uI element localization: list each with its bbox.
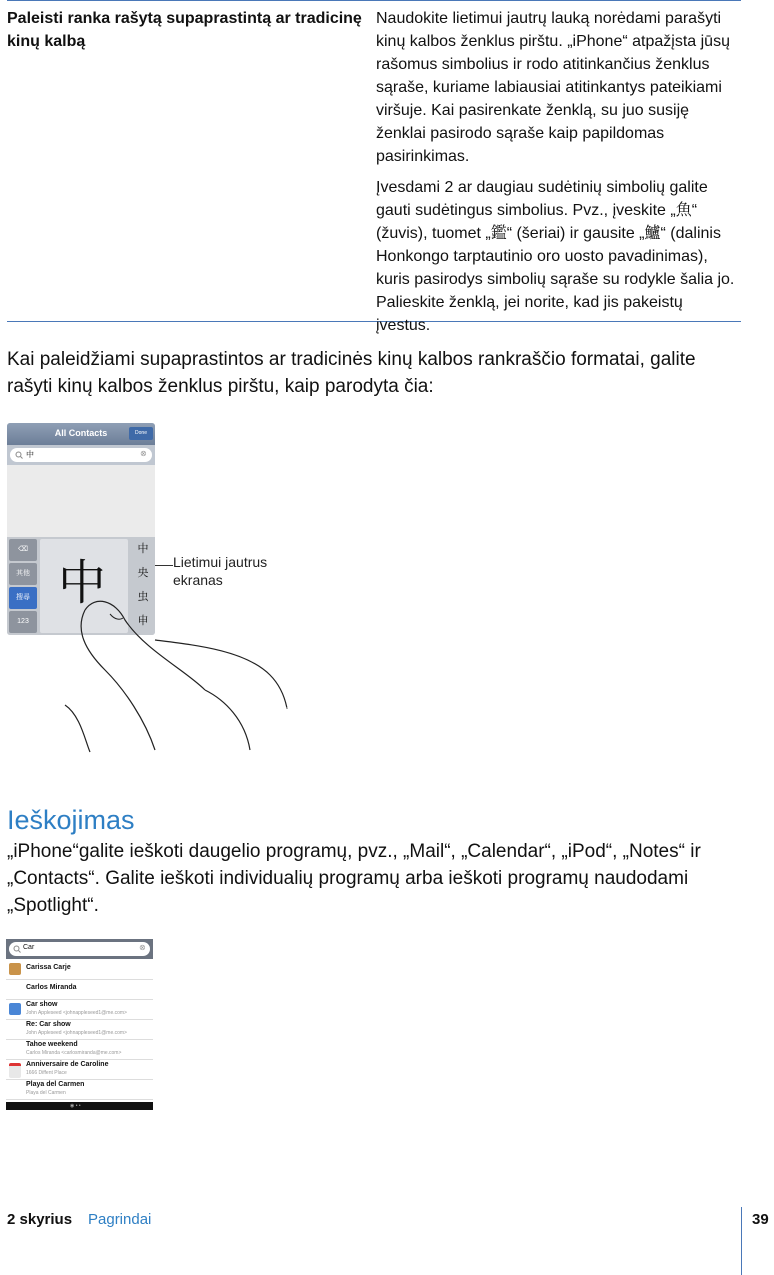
result-subtitle: John Appleseed <johnappleseed1@me.com> (26, 1030, 127, 1036)
table-right-paragraph-2: Įvesdami 2 ar daugiau sudėtinių simbolių galite gauti sudėtingus simbolius. Pvz., įveskite „魚“ (žuvis), tuomet „鑑“ (šeriai) ir gausite „鱸“ (dalinis Honkongo tarptautinio oro uosto pavadinimas), kuris pasirodys simbolių sąraše su rodykle šalia jo. Palieskite ženklą, jei norite, kad jis pakeistų įvestus. (376, 179, 735, 334)
search-key[interactable]: 搜尋 (9, 587, 37, 609)
candidate-2[interactable]: 央 (137, 567, 149, 579)
result-subtitle: Carlos Miranda <carlosmiranda@me.com> (26, 1050, 122, 1056)
result-row[interactable] (6, 999, 153, 1020)
callout-label: Lietimui jautrus ekranas (173, 554, 268, 588)
result-title: Car show (26, 1001, 58, 1008)
result-row[interactable] (6, 979, 153, 1000)
footer-section: Pagrindai (88, 1211, 152, 1228)
search-value: 中 (26, 450, 34, 459)
table-right-cell (376, 7, 738, 345)
table-left-cell: Paleisti ranka rašytą supaprastintą ar tradicinę kinų kalbą (7, 10, 362, 50)
table-right-paragraph-1: Naudokite lietimui jautrų lauką norėdami parašyti kinų kalbos ženklus pirštu. „iPhone“ atpažįsta jūsų rašomus simbolius ir rodo atitinkančius ženklus sąraše, kuriame labiausiai atitinkantys pateikiami viršuje. Kai pasirenkate ženklą, su juo susiję ženklai pasirodo sąraše kaip papildomas pasirinkimas. (376, 10, 730, 165)
clear-icon[interactable]: ⊗ (140, 449, 147, 458)
search-bar (7, 445, 155, 465)
spotlight-screenshot (6, 939, 153, 1110)
page-number: 39 (752, 1211, 769, 1228)
nav-bar (7, 423, 155, 445)
footer-chapter: 2 skyrius (7, 1211, 73, 1228)
result-row[interactable] (6, 1059, 153, 1080)
page-indicator-bar (6, 1102, 153, 1110)
finger-illustration (55, 590, 295, 755)
results-list (6, 959, 153, 1102)
result-title: Carlos Miranda (26, 984, 77, 991)
result-row[interactable] (6, 1039, 153, 1060)
candidate-1[interactable]: 中 (137, 543, 149, 555)
result-subtitle: Playa del Carmen (26, 1090, 66, 1096)
result-title: Re: Car show (26, 1021, 71, 1028)
contact-list (7, 465, 155, 537)
handwritten-glyph: 中 (58, 555, 107, 611)
other-key[interactable]: 其他 (9, 563, 37, 585)
section-body: „iPhone“galite ieškoti daugelio programų, pvz., „Mail“, „Calendar“, „iPod“, „Notes“ ir „Contacts“. Galite ieškoti individualių programų arba ieškoti programų naudodami „Spotlight“. (7, 841, 701, 916)
result-row[interactable] (6, 1019, 153, 1040)
result-title: Playa del Carmen (26, 1081, 85, 1088)
delete-key[interactable]: ⌫ (9, 539, 37, 561)
search-value: Car (23, 944, 35, 951)
intro-paragraph: Kai paleidžiami supaprastintos ar tradicinės kinų kalbos rankraščio formatai, galite rašyti kinų kalbos ženklus pirštu, kaip parodyta čia: (7, 349, 696, 397)
clear-icon[interactable]: ⊗ (139, 943, 146, 952)
search-bar (6, 939, 153, 959)
search-input[interactable] (10, 448, 152, 462)
candidate-3[interactable]: 虫 (137, 591, 149, 603)
result-title: Tahoe weekend (26, 1041, 78, 1048)
numbers-key[interactable]: 123 (9, 611, 37, 633)
search-icon (15, 451, 23, 459)
done-button[interactable]: Done (129, 427, 153, 440)
candidate-4[interactable]: 申 (137, 615, 149, 627)
nav-title: All Contacts (54, 428, 108, 438)
footer-rule (741, 1207, 742, 1275)
result-subtitle: John Appleseed <johnappleseed1@me.com> (26, 1010, 127, 1016)
result-row[interactable] (6, 959, 153, 980)
search-input[interactable] (9, 942, 150, 956)
result-title: Anniversaire de Caroline (26, 1061, 109, 1068)
result-row[interactable] (6, 1079, 153, 1100)
page-dots-icon: ◉ • • (70, 1103, 81, 1109)
search-icon (13, 945, 21, 953)
section-heading: Ieškojimas (7, 805, 135, 835)
feature-table (7, 0, 741, 334)
result-subtitle: 1666 Diffent Place (26, 1070, 67, 1076)
result-title: Carissa Carje (26, 964, 71, 971)
callout-line (155, 565, 173, 566)
